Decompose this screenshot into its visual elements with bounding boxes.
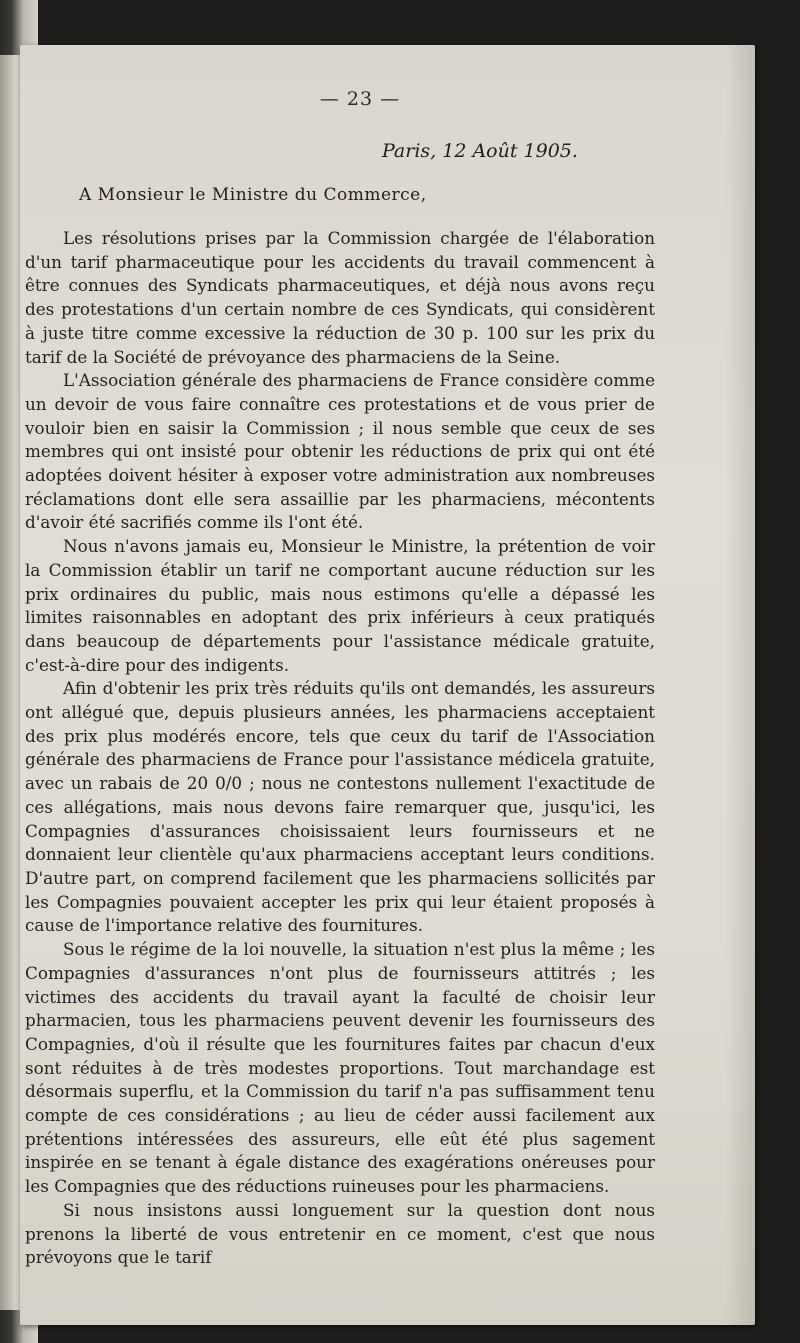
- paragraph: Les résolutions prises par la Commission chargée de l'élaboration d'un tarif pharmaceutique pour les accidents du travail commencent à être connues des Syndicats pharmaceutiques, et déjà nous avons reçu des protestations d'un certain nombre de ces Syndicats, qui considèrent à juste titre comme excessive la réduction de 30 p. 100 sur les prix du tarif de la Société de prévoyance des pharmaciens de la Seine.: [25, 228, 655, 367]
- salutation: A Monsieur le Ministre du Commerce,: [79, 185, 427, 205]
- page-number: — 23 —: [319, 88, 401, 110]
- facing-page-edge: [0, 55, 22, 1310]
- document-page: [20, 45, 755, 1325]
- letter-body: [25, 227, 655, 1270]
- paragraph: Si nous insistons aussi longuement sur la question dont nous prenons la liberté de vous entretenir en ce moment, c'est que nous prévoyons que le tarif: [25, 1199, 655, 1268]
- paragraph: Sous le régime de la loi nouvelle, la situation n'est plus la même ; les Compagnies d'assurances n'ont plus de fournisseurs attitrés ; les victimes des accidents du travail ayant la faculté de choisir leur pharmacien, tous les pharmaciens peuvent devenir les fournisseurs des Compagnies, d'où il résulte que les fournitures faites par chacun d'eux sont réduites à de très modestes proportions. Tout marchandage est désormais superflu, et la Commission du tarif n'a pas suffisamment tenu compte de ces considérations ; au lieu de céder aussi facilement aux prétentions intéressées des assureurs, elle eût été plus sagement inspirée en se tenant à égale distance des exagérations onéreuses pour les Compagnies que des réductions ruineuses pour les pharmaciens.: [25, 939, 655, 1197]
- paragraph: L'Association générale des pharmaciens de France considère comme un devoir de vous faire connaître ces protestations et de vous prier de vouloir bien en saisir la Commission ; il nous semble que ceux de ses membres qui ont insisté pour obtenir les réductions de prix qui ont été adoptées doivent hésiter à exposer votre administration aux nombreuses réclamations dont elle sera assaillie par les pharmaciens, mécontents d'avoir été sacrifiés comme ils l'ont été.: [25, 370, 655, 533]
- paragraph: Afin d'obtenir les prix très réduits qu'ils ont demandés, les assureurs ont allégué que, depuis plusieurs années, les pharmaciens acceptaient des prix plus modérés encore, tels que ceux du tarif de l'Association générale des pharmaciens de France pour l'assistance médicela gratuite, avec un rabais de 20 0/0 ; nous ne contestons nullement l'exactitude de ces allégations, mais nous devons faire remarquer que, jusqu'ici, les Compagnies d'assurances choisissaient leurs fournisseurs et ne donnaient leur clientèle qu'aux pharmaciens acceptant leurs conditions. D'autre part, on comprend facilement que les pharmaciens sollicités par les Compagnies pouvaient accepter les prix qui leur étaient proposés à cause de l'importance relative des fournitures.: [25, 678, 655, 936]
- dateline: Paris, 12 Août 1905.: [382, 140, 578, 162]
- paragraph: Nous n'avons jamais eu, Monsieur le Ministre, la prétention de voir la Commission établir un tarif ne comportant aucune réduction sur les prix ordinaires du public, mais nous estimons qu'elle a dépassé les limites raisonnables en adoptant des prix inférieurs à ceux pratiqués dans beaucoup de départements pour l'assistance médicale gratuite, c'est-à-dire pour des indigents.: [25, 536, 655, 675]
